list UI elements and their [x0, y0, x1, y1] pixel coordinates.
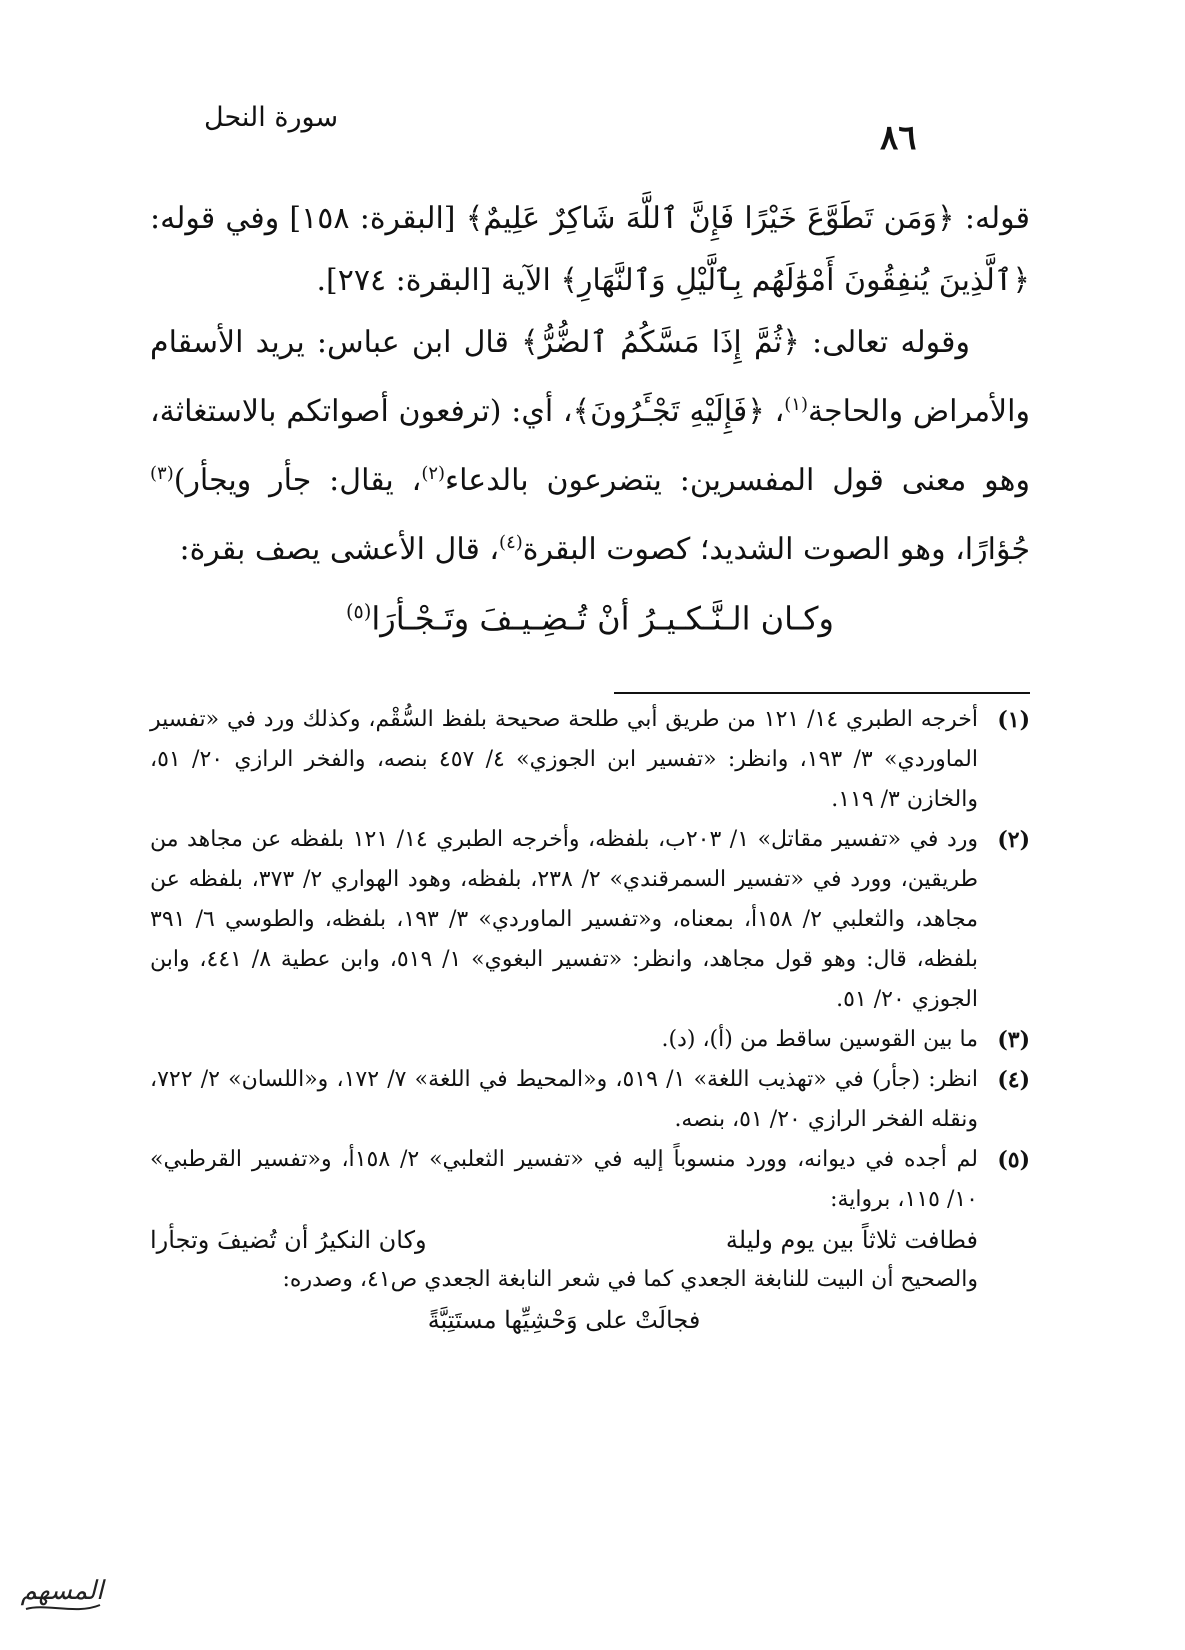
main-text	[150, 188, 1030, 650]
paragraph-2-part-a: وقوله تعالى: ﴿ثُمَّ إِذَا مَسَّكُمُ ٱلضُّرُّ﴾ قال ابن عباس: يريد الأسقام والأمراض والحاجة	[150, 325, 1030, 429]
footnote-ref-3[interactable]: (٣)	[150, 463, 174, 484]
footnote-text: لم أجده في ديوانه، وورد منسوباً إليه في «تفسير الثعلبي» ٢/ ١٥٨أ، و«تفسير القرطبي» ١٠/ ١١٥، برواية:	[150, 1147, 979, 1212]
footnotes-section	[150, 700, 1030, 1340]
footnote-poem-center: فجالَتْ على وَحْشِيِّها مستَتِبَّةً	[427, 1306, 701, 1334]
footnote-1	[150, 700, 1030, 820]
paragraph-2-part-d: جُؤارًا، وهو الصوت الشديد؛ كصوت البقرة	[522, 532, 1030, 567]
footnote-text: ما بين القوسين ساقط من (أ)، (د).	[661, 1027, 978, 1052]
poetry-verse	[150, 581, 1030, 650]
footnote-ref-5[interactable]: (٥)	[346, 600, 372, 623]
paragraph-2-part-c: ، يقال: جأر ويجأر)	[173, 463, 422, 498]
paragraph-2-part-b: ، ﴿فَإِلَيْهِ تَجْـَٔرُونَ﴾، أي: (ترفعون أصواتكم بالاستغاثة، وهو معنى قول المفسرين: يتضرعون بالدعاء	[150, 394, 1030, 498]
footnote-3	[150, 1020, 1030, 1060]
poem-first-hemistich: فطافت ثلاثاً بين يوم وليلة	[725, 1226, 978, 1254]
footnote-2	[150, 820, 1030, 1020]
footnote-ref-2[interactable]: (٢)	[421, 463, 446, 484]
running-header-surah-title: سورة النحل	[204, 102, 339, 133]
footnote-5	[150, 1140, 1030, 1220]
footnote-ref-4[interactable]: (٤)	[499, 532, 523, 553]
footnote-number: (١)	[997, 707, 1030, 733]
page-number: ٨٦	[880, 118, 917, 158]
paragraph-1: قوله: ﴿وَمَن تَطَوَّعَ خَيْرًا فَإِنَّ ٱللَّهَ شَاكِرٌ عَلِيمٌ﴾ [البقرة: ١٥٨] وفي قوله: ﴿ٱلَّذِينَ يُنفِقُونَ أَمْوَٰلَهُم بِٱلَّيْلِ وَٱلنَّهَارِ﴾ الآية [البقرة: ٢٧٤].	[150, 201, 1031, 298]
paragraph-2-part-e: ، قال الأعشى يصف بقرة:	[179, 532, 500, 567]
footnote-ref-1[interactable]: (١)	[784, 394, 808, 415]
paragraph-2	[150, 312, 1030, 581]
footnote-number: (٣)	[997, 1027, 1030, 1053]
watermark-logo	[16, 1565, 108, 1625]
poem-second-hemistich: وكان النكيرُ أن تُضيفَ وتجأرا	[150, 1226, 427, 1254]
footnote-poem-line	[150, 1220, 978, 1260]
watermark-logo-text: المسهم	[20, 1576, 104, 1606]
footnote-number: (٥)	[997, 1147, 1030, 1173]
footnote-text: أخرجه الطبري ١٤/ ١٢١ من طريق أبي طلحة صحيحة بلفظ السُّقْم، وكذلك ورد في «تفسير الماوردي» ٣/ ١٩٣، وانظر: «تفسير ابن الجوزي» ٤/ ٤٥٧ بنصه، والفخر الرازي ٢٠/ ٥١، والخازن ٣/ ١١٩.	[150, 707, 979, 812]
footnote-text: انظر: (جأر) في «تهذيب اللغة» ١/ ٥١٩، و«المحيط في اللغة» ٧/ ١٧٢، و«اللسان» ٢/ ٧٢٢، ونقله الفخر الرازي ٢٠/ ٥١، بنصه.	[150, 1067, 979, 1132]
footnote-number: (٤)	[997, 1067, 1030, 1093]
footnote-4	[150, 1060, 1030, 1140]
poetry-verse-text: وكـان الـنَّـكـيـرُ أنْ تُـضِـيـفَ وتَـجْـأرَا	[371, 599, 834, 638]
footnote-5-continuation	[150, 1220, 1030, 1340]
footnote-text: ورد في «تفسير مقاتل» ١/ ٢٠٣ب، بلفظه، وأخرجه الطبري ١٤/ ١٢١ بلفظه عن مجاهد من طريقين، وورد في «تفسير السمرقندي» ٢/ ٢٣٨، بلفظه، وهود الهواري ٢/ ٣٧٣، بلفظه عن مجاهد، والثعلبي ٢/ ١٥٨أ، بمعناه، و«تفسير الماوردي» ٣/ ١٩٣، بلفظه، والطوسي ٦/ ٣٩١ بلفظه، قال: وهو قول مجاهد، وانظر: «تفسير البغوي» ١/ ٥١٩، وابن عطية ٨/ ٤٤١، وابن الجوزي ٢٠/ ٥١.	[150, 827, 979, 1012]
footnote-number: (٢)	[997, 827, 1030, 853]
footnote-note: والصحيح أن البيت للنابغة الجعدي كما في شعر النابغة الجعدي ص٤١، وصدره:	[282, 1267, 978, 1292]
footnote-divider	[614, 692, 1030, 694]
